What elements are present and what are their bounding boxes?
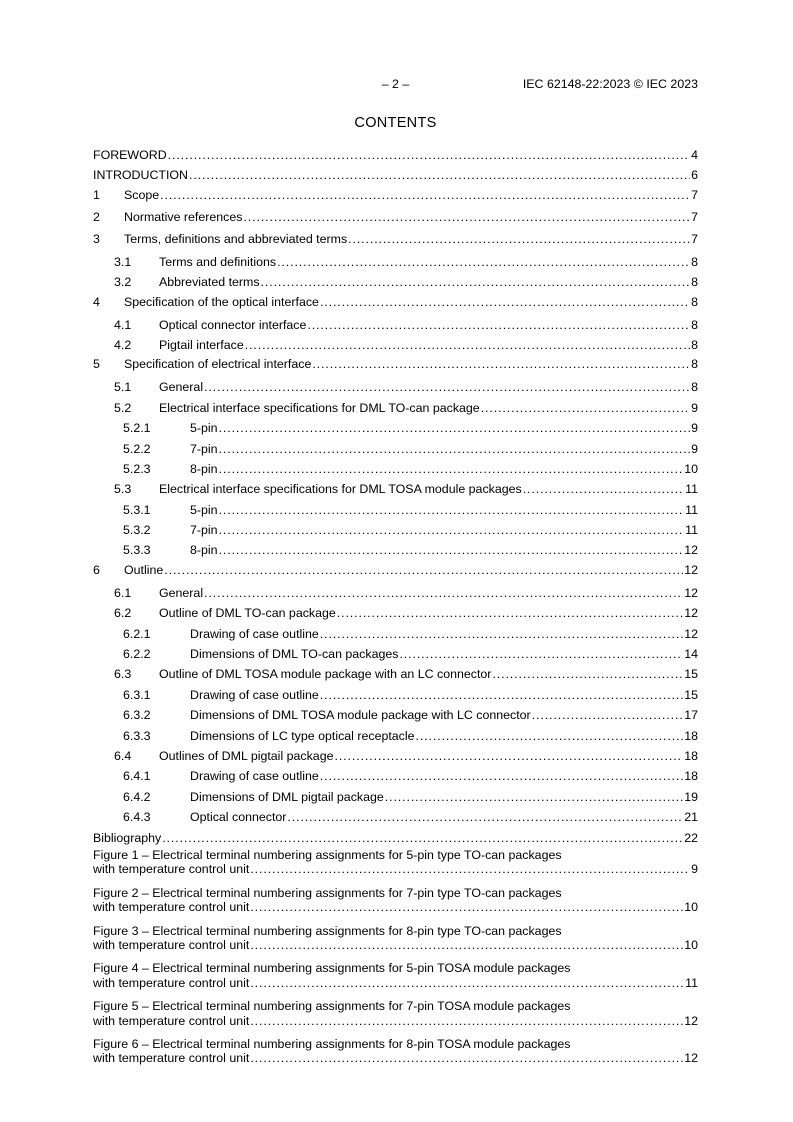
- figure-caption-line2: with temperature control unit: [93, 938, 250, 953]
- toc-entry-title: Electrical interface specifications for DML TO-can package: [159, 400, 480, 415]
- toc-entry[interactable]: [93, 584, 698, 604]
- figure-caption-line1: Figure 3 – Electrical terminal numbering assignments for 8-pin type TO-can packages: [93, 923, 562, 938]
- toc-entry-number: 3.1: [114, 254, 132, 269]
- figure-entry[interactable]: [93, 924, 698, 953]
- toc-entry-number: 6.2.1: [123, 626, 151, 641]
- toc-entry-page: 22: [684, 830, 698, 845]
- figure-caption-line2-row: [93, 862, 698, 876]
- toc-entry-number: 3.2: [114, 275, 132, 290]
- toc-entry-title: 7-pin: [190, 441, 218, 456]
- page-number: – 2 –: [381, 77, 410, 91]
- toc-entry-title: Drawing of case outline: [190, 626, 319, 641]
- toc-entry-page: 10: [684, 461, 698, 476]
- dot-leader: [320, 626, 683, 642]
- figure-caption-line2: with temperature control unit: [93, 900, 250, 915]
- toc-entry-number: 6.3.1: [123, 687, 151, 702]
- toc-entry-number: 5: [93, 357, 100, 372]
- toc-entry-number: 5.2.3: [123, 461, 151, 476]
- dot-leader: [320, 768, 683, 784]
- toc-entry-page: 17: [684, 708, 698, 723]
- dot-leader: [532, 707, 684, 723]
- toc-entry-number: 5.2: [114, 400, 132, 415]
- toc-entry-number: 5.2.1: [123, 421, 151, 436]
- dot-leader: [307, 317, 690, 333]
- toc-entry[interactable]: [93, 625, 698, 645]
- toc-entry-page: 21: [684, 810, 698, 825]
- toc-entry-title: Dimensions of DML TOSA module package with LC connector: [190, 708, 531, 723]
- toc-entry-number: 2: [93, 209, 100, 224]
- toc-entry[interactable]: [93, 480, 698, 500]
- toc-entry-title: Optical connector interface: [159, 317, 307, 332]
- dot-leader: [312, 356, 690, 372]
- dot-leader: [219, 420, 691, 436]
- toc-entry-title: Terms, definitions and abbreviated terms: [124, 231, 348, 246]
- toc-entry-title: 5-pin: [190, 502, 218, 517]
- toc-entry[interactable]: [93, 562, 698, 584]
- toc-entry-page: 7: [691, 231, 698, 246]
- figure-page: 12: [684, 1051, 698, 1066]
- toc-entry-title: Outline: [124, 562, 164, 577]
- dot-leader: [320, 294, 690, 310]
- toc-entry[interactable]: [93, 378, 698, 398]
- figure-caption-line2: with temperature control unit: [93, 1013, 250, 1028]
- toc-entry-title: Pigtail interface: [159, 337, 244, 352]
- toc-entry[interactable]: [93, 521, 698, 541]
- toc-entry[interactable]: [93, 336, 698, 356]
- dot-leader: [219, 522, 685, 538]
- toc-entry-page: 8: [691, 294, 698, 309]
- dot-leader: [219, 502, 685, 518]
- page-title: CONTENTS: [354, 115, 437, 131]
- toc-entry-title: Electrical interface specifications for DML TOSA module packages: [159, 482, 522, 497]
- figure-entry[interactable]: [93, 886, 698, 915]
- toc-entry-title: 5-pin: [190, 421, 218, 436]
- dot-leader: [160, 187, 690, 203]
- toc-entry[interactable]: [93, 645, 698, 665]
- toc-entry[interactable]: [93, 440, 698, 460]
- toc-entry-page: 11: [685, 482, 698, 497]
- toc-entry[interactable]: [93, 399, 698, 419]
- toc-entry-title: Outline of DML TOSA module package with an LC connector: [159, 667, 492, 682]
- figure-caption-line2: with temperature control unit: [93, 862, 250, 877]
- toc-entry-title: Dimensions of DML TO-can packages: [190, 647, 399, 662]
- toc-entry-page: 12: [684, 562, 698, 577]
- toc-entry[interactable]: [93, 419, 698, 439]
- dot-leader: [416, 728, 684, 744]
- toc-entry-page: 12: [684, 543, 698, 558]
- toc-entry-number: 4: [93, 294, 100, 309]
- toc-entry-number: 5.3: [114, 482, 132, 497]
- toc-entry[interactable]: [93, 166, 698, 186]
- toc-entry[interactable]: [93, 231, 698, 253]
- dot-leader: [164, 562, 683, 578]
- dot-leader: [243, 209, 690, 225]
- dot-leader: [348, 231, 690, 247]
- toc-entry-page: 8: [691, 380, 698, 395]
- toc-entry-title: General: [159, 585, 204, 600]
- dot-leader: [189, 167, 690, 183]
- toc-entry-page: 18: [684, 728, 698, 743]
- toc-entry-page: 11: [685, 523, 698, 538]
- toc-entry-page: 8: [691, 254, 698, 269]
- dot-leader: [399, 646, 683, 662]
- toc-entry[interactable]: [93, 253, 698, 273]
- toc-entry[interactable]: [93, 747, 698, 767]
- toc-entry-title: FOREWORD: [93, 148, 167, 162]
- toc-entry-title: Bibliography: [93, 830, 162, 845]
- toc-entry-page: 12: [684, 626, 698, 641]
- dot-leader: [523, 481, 684, 497]
- toc-entry-number: 5.1: [114, 380, 132, 395]
- toc-entry-number: 6.4: [114, 748, 132, 763]
- toc-entry[interactable]: [93, 767, 698, 787]
- figure-entry[interactable]: [93, 848, 698, 877]
- figure-page: 12: [684, 1013, 698, 1028]
- toc-entry-number: 6.4.3: [123, 810, 151, 825]
- dot-leader: [162, 830, 683, 846]
- toc-entry[interactable]: [93, 356, 698, 378]
- toc-entry-number: 6.3: [114, 667, 132, 682]
- toc-entry-page: 15: [684, 667, 698, 682]
- figure-caption-line1: Figure 1 – Electrical terminal numbering assignments for 5-pin type TO-can packages: [93, 848, 562, 862]
- toc-entry-number: 3: [93, 231, 100, 246]
- toc-entry-number: 5.3.1: [123, 502, 151, 517]
- toc-entry-page: 8: [691, 275, 698, 290]
- toc-entry-page: 9: [691, 400, 698, 415]
- dot-leader: [250, 1014, 683, 1028]
- toc-entry-number: 6.4.1: [123, 769, 151, 784]
- page-header: [93, 77, 698, 93]
- list-of-figures: [93, 848, 698, 1075]
- toc-entry[interactable]: [93, 706, 698, 726]
- dot-leader: [250, 1051, 683, 1065]
- figure-caption-line1: Figure 6 – Electrical terminal numbering assignments for 8-pin TOSA module packages: [93, 1037, 571, 1052]
- figure-caption-line2-row: [93, 938, 698, 952]
- toc-entry-number: 6.2: [114, 606, 132, 621]
- toc-entry-title: 7-pin: [190, 523, 218, 538]
- toc-entry-page: 9: [691, 421, 698, 436]
- toc-entry[interactable]: [93, 727, 698, 747]
- toc-entry-page: 11: [685, 502, 698, 517]
- toc-entry-title: Scope: [124, 187, 160, 202]
- toc-entry[interactable]: [93, 316, 698, 336]
- toc-entry[interactable]: [93, 460, 698, 480]
- toc-entry-title: Terms and definitions: [159, 254, 277, 269]
- toc-entry[interactable]: [93, 665, 698, 685]
- dot-leader: [219, 441, 691, 457]
- toc-entry-number: 5.2.2: [123, 441, 151, 456]
- toc-entry-number: 6.4.2: [123, 789, 151, 804]
- toc-entry-number: 6.1: [114, 585, 132, 600]
- toc-entry-title: Dimensions of LC type optical receptacle: [190, 728, 415, 743]
- dot-leader: [277, 254, 690, 270]
- dot-leader: [168, 147, 690, 163]
- figure-caption-line1: Figure 5 – Electrical terminal numbering assignments for 7-pin TOSA module packages: [93, 999, 571, 1014]
- figure-caption-line2-row: [93, 1051, 698, 1065]
- toc-entry-title: General: [159, 380, 204, 395]
- toc-entry-page: 8: [691, 317, 698, 332]
- dot-leader: [481, 400, 690, 416]
- dot-leader: [287, 809, 683, 825]
- toc-entry-title: Normative references: [124, 209, 243, 224]
- toc-entry[interactable]: [93, 788, 698, 808]
- dot-leader: [219, 461, 684, 477]
- toc-entry-page: 6: [691, 168, 698, 183]
- toc-entry-page: 7: [691, 187, 698, 202]
- toc-entry[interactable]: [93, 501, 698, 521]
- toc-entry-number: 6: [93, 562, 100, 577]
- toc-entry[interactable]: [93, 829, 698, 849]
- toc-entry-title: Dimensions of DML pigtail package: [190, 789, 384, 804]
- toc-entry-page: 12: [684, 606, 698, 621]
- toc-entry-title: Specification of the optical interface: [124, 294, 319, 309]
- dot-leader: [320, 687, 683, 703]
- toc-entry-number: 4.1: [114, 317, 132, 332]
- toc-entry-page: 9: [691, 441, 698, 456]
- toc-entry-title: 8-pin: [190, 461, 218, 476]
- figure-caption-line1: Figure 4 – Electrical terminal numbering assignments for 5-pin TOSA module packages: [93, 961, 571, 976]
- toc-entry-title: Specification of electrical interface: [124, 357, 312, 372]
- toc-entry-number: 5.3.3: [123, 543, 151, 558]
- dot-leader: [219, 542, 684, 558]
- figure-entry[interactable]: [93, 1037, 698, 1066]
- toc-entry[interactable]: [93, 273, 698, 293]
- toc-entry-title: Outlines of DML pigtail package: [159, 748, 334, 763]
- toc-entry-page: 12: [684, 585, 698, 600]
- dot-leader: [250, 976, 684, 990]
- toc-entry-number: 5.3.2: [123, 523, 151, 538]
- toc-entry-page: 7: [691, 209, 698, 224]
- figure-caption-line2-row: [93, 1014, 698, 1028]
- toc-entry-page: 14: [684, 647, 698, 662]
- figure-page: 9: [691, 862, 698, 877]
- dot-leader: [204, 585, 683, 601]
- table-of-contents: [93, 146, 698, 849]
- toc-entry[interactable]: [93, 541, 698, 561]
- dot-leader: [204, 379, 690, 395]
- toc-entry-page: 8: [691, 357, 698, 372]
- figure-caption-line2: with temperature control unit: [93, 975, 250, 990]
- toc-entry-title: 8-pin: [190, 543, 218, 558]
- dot-leader: [261, 274, 691, 290]
- dot-leader: [245, 337, 690, 353]
- toc-entry-title: Optical connector: [190, 810, 287, 825]
- toc-entry-number: 4.2: [114, 337, 132, 352]
- toc-entry-number: 6.3.3: [123, 728, 151, 743]
- toc-entry-title: Drawing of case outline: [190, 769, 319, 784]
- figure-caption-line1: Figure 2 – Electrical terminal numbering assignments for 7-pin type TO-can packages: [93, 885, 562, 900]
- figure-caption-line2: with temperature control unit: [93, 1051, 250, 1066]
- figure-caption-line2-row: [93, 976, 698, 990]
- toc-entry-page: 18: [684, 748, 698, 763]
- document-reference: IEC 62148-22:2023 © IEC 2023: [522, 77, 698, 91]
- dot-leader: [492, 666, 683, 682]
- toc-entry[interactable]: [93, 294, 698, 316]
- toc-entry[interactable]: [93, 808, 698, 828]
- dot-leader: [334, 748, 683, 764]
- toc-entry-number: 1: [93, 187, 100, 202]
- dot-leader: [250, 862, 690, 876]
- toc-entry[interactable]: [93, 187, 698, 209]
- toc-entry-title: INTRODUCTION: [93, 168, 188, 183]
- toc-entry-title: Outline of DML TO-can package: [159, 606, 336, 621]
- figure-page: 11: [685, 975, 698, 990]
- figure-page: 10: [684, 938, 698, 953]
- dot-leader: [337, 605, 683, 621]
- figure-entry[interactable]: [93, 961, 698, 990]
- toc-entry-number: 6.2.2: [123, 647, 151, 662]
- figure-entry[interactable]: [93, 999, 698, 1028]
- toc-entry-page: 19: [684, 789, 698, 804]
- toc-entry-page: 4: [691, 148, 698, 162]
- dot-leader: [250, 938, 683, 952]
- toc-entry[interactable]: [93, 686, 698, 706]
- toc-entry-title: Drawing of case outline: [190, 687, 319, 702]
- toc-entry[interactable]: [93, 604, 698, 624]
- figure-caption-line2-row: [93, 900, 698, 914]
- toc-entry-title: Abbreviated terms: [159, 275, 260, 290]
- figure-page: 10: [684, 900, 698, 915]
- dot-leader: [250, 900, 683, 914]
- toc-entry-page: 8: [691, 337, 698, 352]
- toc-entry-page: 15: [684, 687, 698, 702]
- dot-leader: [385, 789, 683, 805]
- toc-entry[interactable]: [93, 209, 698, 231]
- toc-entry[interactable]: [93, 146, 698, 166]
- toc-entry-page: 18: [684, 769, 698, 784]
- toc-entry-number: 6.3.2: [123, 708, 151, 723]
